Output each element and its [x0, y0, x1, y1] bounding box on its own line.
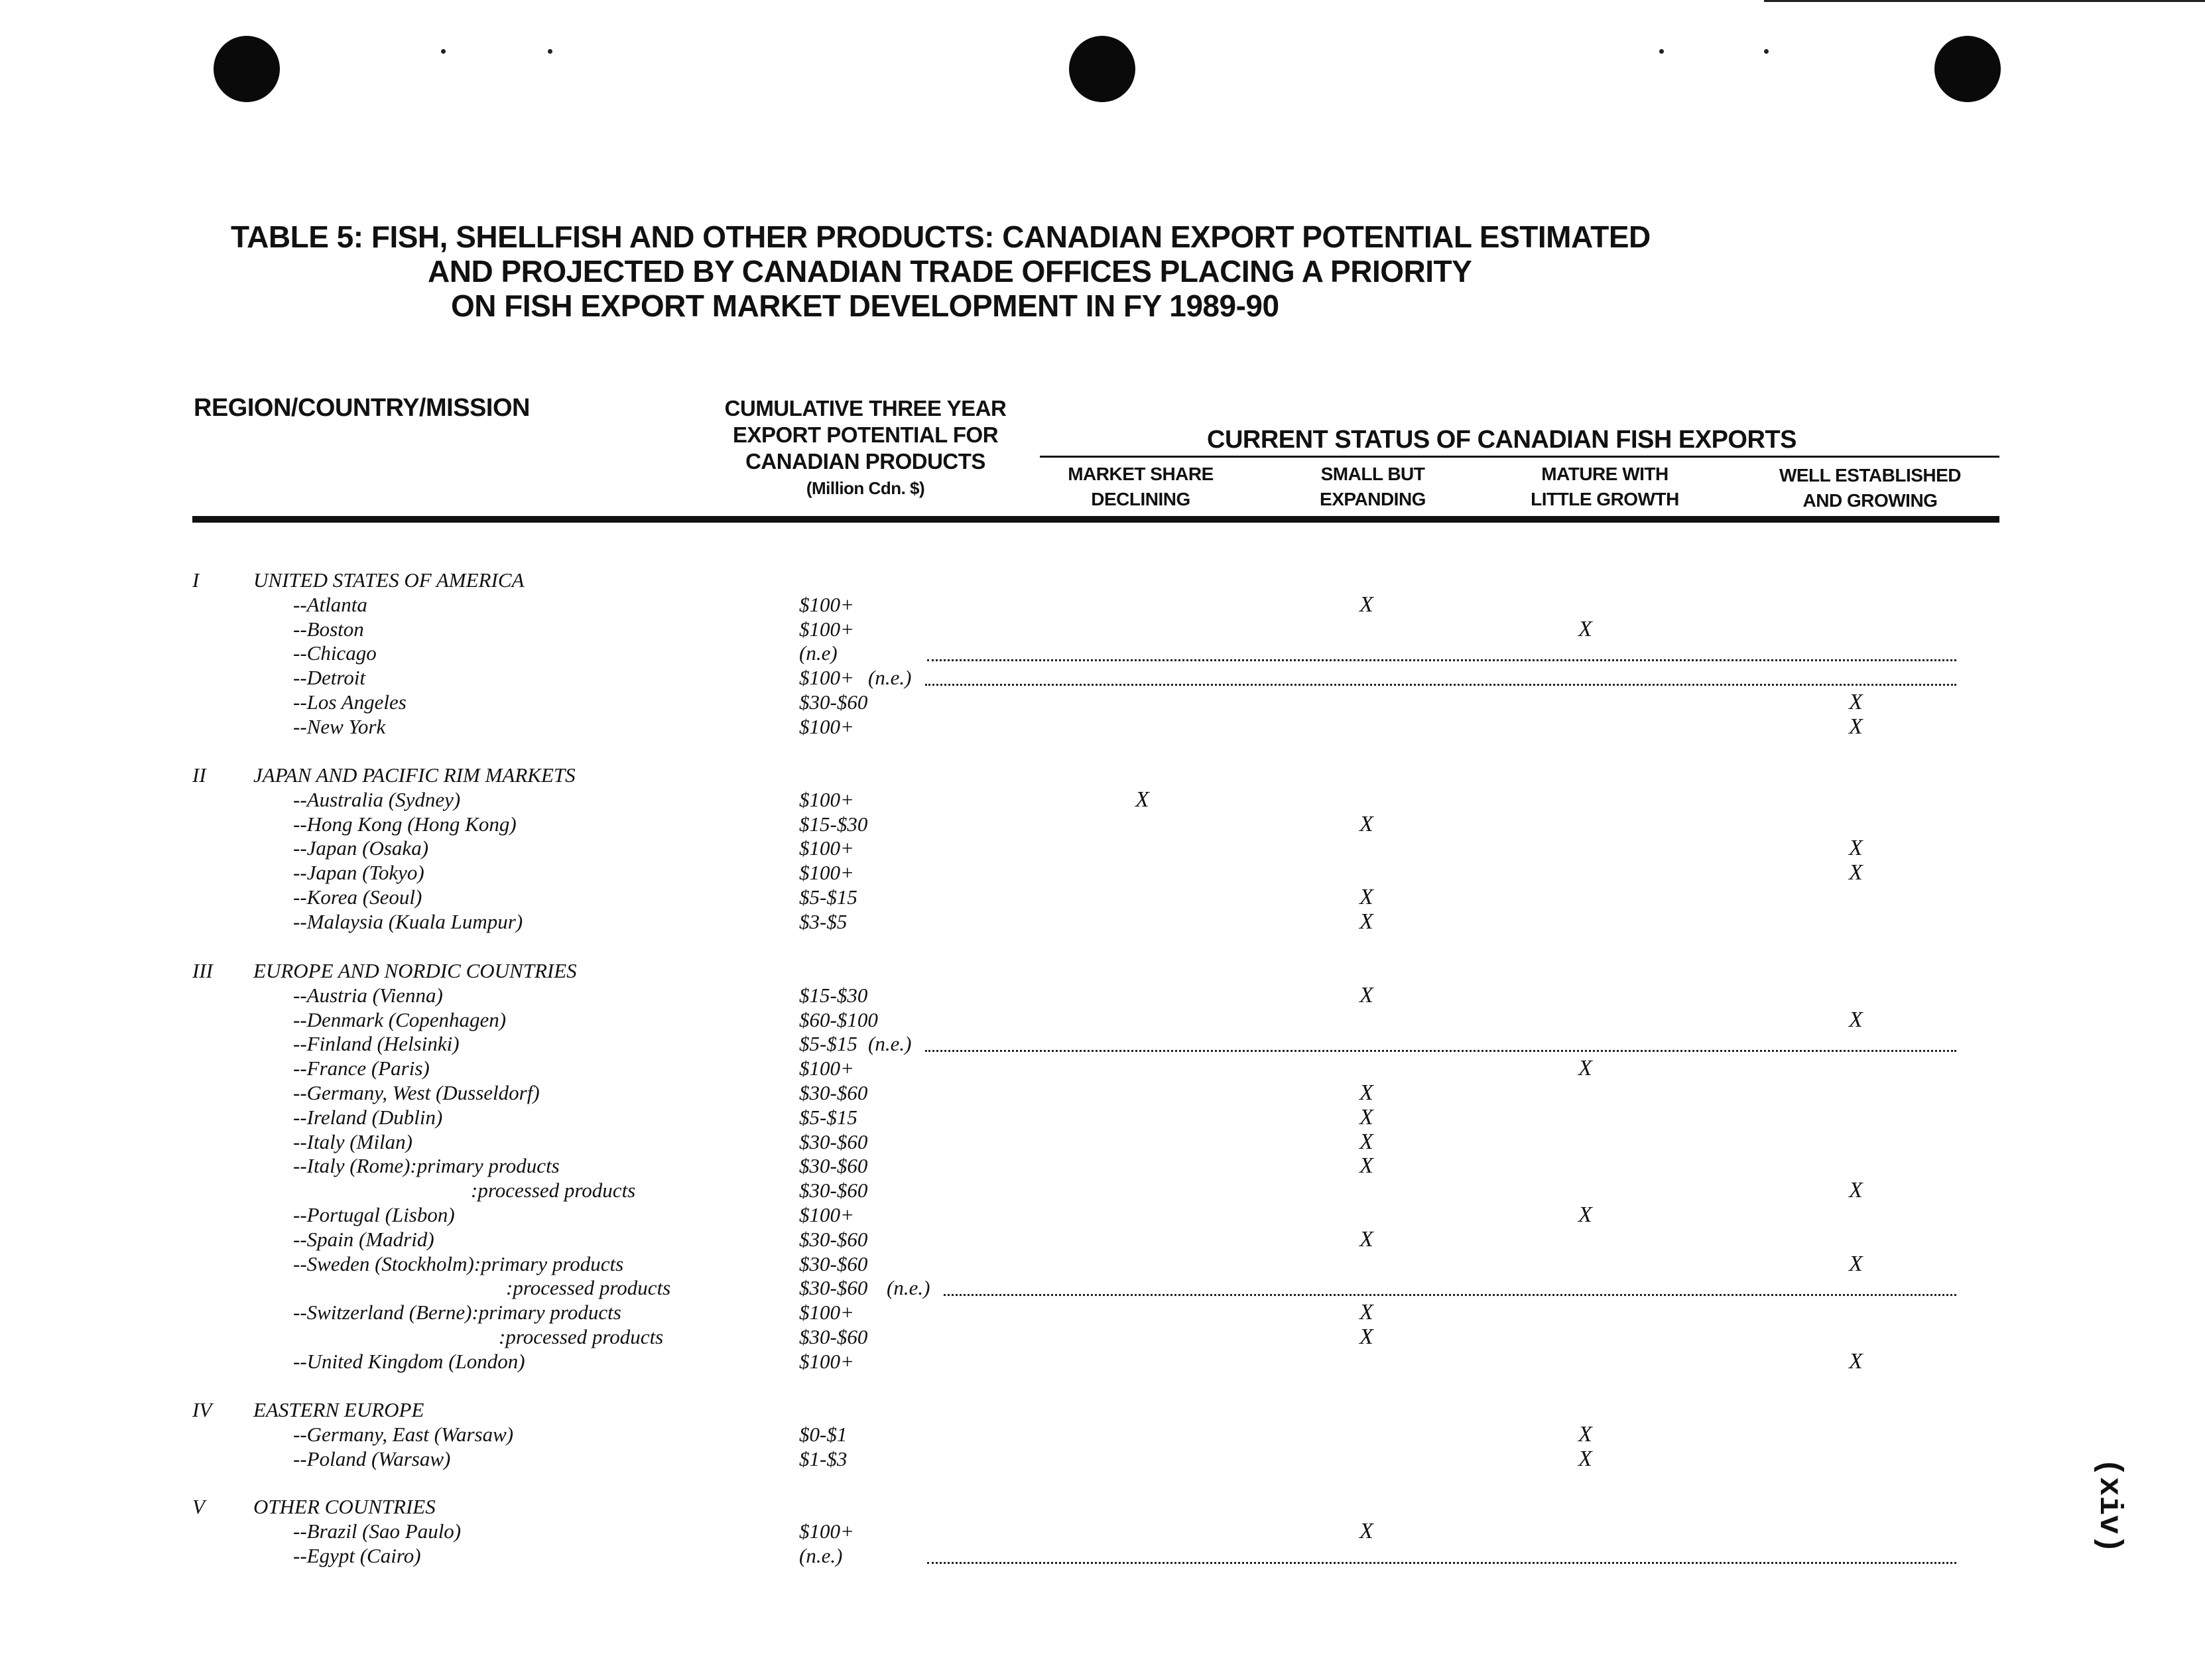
punch-hole-left: [214, 36, 280, 102]
section-name: EASTERN EUROPE: [253, 1398, 424, 1421]
mission-label: --Japan (Tokyo): [293, 861, 424, 884]
mission-label: --Portugal (Lisbon): [293, 1203, 455, 1226]
status-mark: X: [1359, 1227, 1373, 1252]
table-title-line-3: ON FISH EXPORT MARKET DEVELOPMENT IN FY 1989-90: [451, 289, 1279, 323]
top-edge-line: [1764, 0, 2205, 2]
table-row: [0, 1300, 2205, 1325]
header-potential-line-3: CANADIAN PRODUCTS: [745, 449, 985, 474]
export-potential-value: $15-$30: [799, 984, 868, 1007]
speck: [441, 49, 446, 54]
export-potential-value: $100+: [799, 788, 854, 811]
section-numeral: I: [192, 568, 200, 592]
header-status-mature-l1: MATURE WITH: [1541, 464, 1669, 484]
header-potential-line-2: EXPORT POTENTIAL FOR: [732, 422, 999, 447]
section-numeral: III: [192, 959, 213, 982]
table-row: [0, 1105, 2205, 1130]
export-potential-value: $30-$60: [799, 1179, 868, 1202]
mission-label: --Spain (Madrid): [293, 1228, 434, 1251]
punch-hole-right: [1934, 36, 2001, 102]
mission-label: --Australia (Sydney): [293, 788, 461, 811]
header-status-expanding-l2: EXPANDING: [1320, 489, 1426, 509]
table-row: [0, 983, 2205, 1007]
page-number: (xiv): [2091, 1458, 2127, 1554]
mission-label: --Egypt (Cairo): [293, 1544, 421, 1567]
mission-label: --Germany, East (Warsaw): [293, 1423, 514, 1446]
export-potential-value: (n.e): [799, 641, 838, 665]
mission-label: --Boston: [293, 617, 364, 641]
header-status-established: [1744, 463, 1996, 513]
header-status-expanding-l1: SMALL BUT: [1320, 464, 1425, 484]
speck: [548, 49, 552, 54]
table-row: [0, 690, 2205, 714]
export-potential-value: $100+: [799, 1301, 854, 1324]
export-potential-value: $100+: [799, 1057, 854, 1080]
mission-label: --Los Angeles: [293, 690, 407, 714]
export-potential-value: $30-$60: [799, 1252, 868, 1275]
section-name: OTHER COUNTRIES: [253, 1495, 436, 1518]
export-potential-value: $100+: [799, 836, 854, 860]
dotted-leader: [927, 1562, 1956, 1564]
table-row: [0, 1543, 2205, 1568]
table-row: [0, 665, 2205, 690]
table-row: [0, 1130, 2205, 1154]
status-mark: X: [1359, 983, 1373, 1007]
table-row: [0, 1275, 2205, 1300]
export-potential-value: $3-$5: [799, 910, 848, 933]
section-numeral: II: [192, 763, 206, 787]
status-mark: X: [1849, 1252, 1863, 1276]
table-row: [0, 617, 2205, 641]
export-potential-value: $100+: [799, 593, 854, 616]
mission-label: --Japan (Osaka): [293, 836, 429, 860]
export-potential-value: $100+: [799, 1519, 854, 1543]
table-row: [0, 641, 2205, 665]
dotted-leader: [925, 684, 1956, 686]
mission-label: --Korea (Seoul): [293, 885, 422, 909]
export-potential-value: $30-$60: [799, 1130, 868, 1153]
status-mark: X: [1359, 812, 1373, 836]
export-potential-value: $100+: [799, 666, 854, 689]
status-group-rule: [1040, 456, 1999, 458]
table-row: [0, 1056, 2205, 1080]
not-estimated-note: (n.e.): [887, 1276, 930, 1299]
status-mark: X: [1359, 1519, 1373, 1543]
mission-label: --Poland (Warsaw): [293, 1447, 451, 1470]
mission-label: --Denmark (Copenhagen): [293, 1008, 507, 1031]
table-row: [0, 1080, 2205, 1105]
status-mark: X: [1849, 1007, 1863, 1032]
header-region: REGION/COUNTRY/MISSION: [194, 394, 530, 422]
export-potential-value: $30-$60: [799, 1325, 868, 1348]
mission-label: --Atlanta: [293, 593, 367, 616]
status-mark: X: [1849, 690, 1863, 714]
header-potential-unit: (Million Cdn. $): [806, 478, 925, 498]
table-row: [0, 1422, 2205, 1447]
export-potential-value: $100+: [799, 1350, 854, 1373]
mission-label: --Malaysia (Kuala Lumpur): [293, 910, 523, 933]
export-potential-value: $30-$60: [799, 1228, 868, 1251]
section-heading-japan-and-pacific-rim-markets: [0, 763, 2205, 787]
mission-label: :processed products: [506, 1276, 671, 1299]
table-row: [0, 714, 2205, 739]
table-row: [0, 1031, 2205, 1056]
header-status-expanding: [1273, 462, 1472, 512]
header-status-mature-l2: LITTLE GROWTH: [1531, 489, 1679, 509]
dotted-leader: [925, 1050, 1956, 1052]
section-name: JAPAN AND PACIFIC RIM MARKETS: [253, 763, 576, 787]
mission-label: --Brazil (Sao Paulo): [293, 1519, 462, 1543]
table-row: [0, 860, 2205, 885]
not-estimated-note: (n.e.): [868, 666, 912, 689]
section-numeral: V: [192, 1495, 205, 1518]
status-mark: X: [1849, 714, 1863, 739]
status-mark: X: [1578, 1056, 1592, 1080]
table-row: [0, 592, 2205, 617]
table-row: [0, 1252, 2205, 1276]
mission-label: --Austria (Vienna): [293, 984, 443, 1007]
header-potential: [670, 395, 1061, 501]
status-mark: X: [1849, 860, 1863, 885]
status-mark: X: [1359, 1153, 1373, 1178]
section-heading-eastern-europe: [0, 1397, 2205, 1422]
mission-label: --Chicago: [293, 641, 377, 665]
header-status-declining-l1: MARKET SHARE: [1068, 464, 1214, 484]
table-row: [0, 812, 2205, 836]
export-potential-value: $0-$1: [799, 1423, 848, 1446]
punch-hole-center: [1069, 36, 1135, 102]
status-mark: X: [1359, 1105, 1373, 1130]
not-estimated-note: (n.e.): [868, 1032, 912, 1055]
status-mark: X: [1849, 1178, 1863, 1202]
section-heading-europe-and-nordic-countries: [0, 958, 2205, 983]
header-status-mature: [1492, 462, 1718, 512]
section-name: EUROPE AND NORDIC COUNTRIES: [253, 959, 577, 982]
table-row: [0, 1202, 2205, 1227]
status-mark: X: [1359, 1300, 1373, 1325]
mission-label: --New York: [293, 715, 386, 738]
export-potential-value: $30-$60: [799, 1154, 868, 1177]
export-potential-value: $5-$15: [799, 1106, 857, 1129]
speck: [1764, 49, 1769, 54]
table-row: [0, 1325, 2205, 1349]
export-potential-value: $1-$3: [799, 1447, 848, 1470]
section-name: UNITED STATES OF AMERICA: [253, 568, 525, 592]
header-status-established-l1: WELL ESTABLISHED: [1779, 465, 1962, 485]
status-mark: X: [1578, 1422, 1592, 1447]
header-status-established-l2: AND GROWING: [1802, 490, 1938, 511]
table-row: [0, 1519, 2205, 1543]
status-mark: X: [1359, 592, 1373, 617]
export-potential-value: $100+: [799, 1203, 854, 1226]
table-row: [0, 1447, 2205, 1471]
status-mark: X: [1359, 909, 1373, 934]
export-potential-value: $30-$60: [799, 690, 868, 714]
table-title-line-2: AND PROJECTED BY CANADIAN TRADE OFFICES PLACING A PRIORITY: [428, 254, 1472, 289]
table-row: [0, 836, 2205, 860]
mission-label: --Germany, West (Dusseldorf): [293, 1081, 540, 1104]
export-potential-value: $30-$60: [799, 1276, 868, 1299]
mission-label: --Hong Kong (Hong Kong): [293, 812, 517, 836]
status-mark: X: [1359, 885, 1373, 909]
header-status-declining-l2: DECLINING: [1091, 489, 1190, 509]
mission-label: --Italy (Rome):primary products: [293, 1154, 560, 1177]
table-row: [0, 787, 2205, 812]
status-mark: X: [1578, 1202, 1592, 1227]
export-potential-value: $5-$15: [799, 1032, 857, 1055]
export-potential-value: $5-$15: [799, 885, 857, 909]
section-heading-united-states-of-america: [0, 568, 2205, 592]
table-row: [0, 1007, 2205, 1032]
header-status-declining: [1035, 462, 1247, 512]
status-mark: X: [1135, 787, 1149, 812]
export-potential-value: $15-$30: [799, 812, 868, 836]
status-mark: X: [1578, 617, 1592, 641]
table-title-line-1: TABLE 5: FISH, SHELLFISH AND OTHER PRODUCTS: CANADIAN EXPORT POTENTIAL ESTIMATED: [231, 220, 1651, 254]
table-row: [0, 1178, 2205, 1202]
table-row: [0, 909, 2205, 934]
table-row: [0, 1153, 2205, 1178]
status-mark: X: [1359, 1325, 1373, 1349]
mission-label: --Switzerland (Berne):primary products: [293, 1301, 621, 1324]
mission-label: --France (Paris): [293, 1057, 430, 1080]
status-mark: X: [1359, 1130, 1373, 1154]
mission-label: --Italy (Milan): [293, 1130, 412, 1153]
export-potential-value: $100+: [799, 861, 854, 884]
mission-label: --Sweden (Stockholm):primary products: [293, 1252, 624, 1275]
mission-label: :processed products: [499, 1325, 664, 1348]
mission-label: :processed products: [471, 1179, 636, 1202]
status-mark: X: [1849, 1349, 1863, 1374]
status-mark: X: [1849, 836, 1863, 860]
export-potential-value: $30-$60: [799, 1081, 868, 1104]
mission-label: --Finland (Helsinki): [293, 1032, 460, 1055]
export-potential-value: $60-$100: [799, 1008, 878, 1031]
dotted-leader: [944, 1294, 1956, 1296]
section-heading-other-countries: [0, 1494, 2205, 1519]
header-status-group: CURRENT STATUS OF CANADIAN FISH EXPORTS: [1207, 426, 1796, 454]
table-row: [0, 885, 2205, 909]
header-rule: [192, 516, 1999, 523]
header-potential-line-1: CUMULATIVE THREE YEAR: [724, 396, 1007, 420]
mission-label: --United Kingdom (London): [293, 1350, 525, 1373]
export-potential-value: $100+: [799, 715, 854, 738]
export-potential-value: (n.e.): [799, 1544, 843, 1567]
table-row: [0, 1349, 2205, 1374]
mission-label: --Detroit: [293, 666, 366, 689]
status-mark: X: [1359, 1080, 1373, 1105]
speck: [1659, 49, 1664, 54]
table-row: [0, 1227, 2205, 1252]
section-numeral: IV: [192, 1398, 212, 1421]
export-potential-value: $100+: [799, 617, 854, 641]
mission-label: --Ireland (Dublin): [293, 1106, 443, 1129]
status-mark: X: [1578, 1447, 1592, 1471]
dotted-leader: [927, 659, 1956, 661]
